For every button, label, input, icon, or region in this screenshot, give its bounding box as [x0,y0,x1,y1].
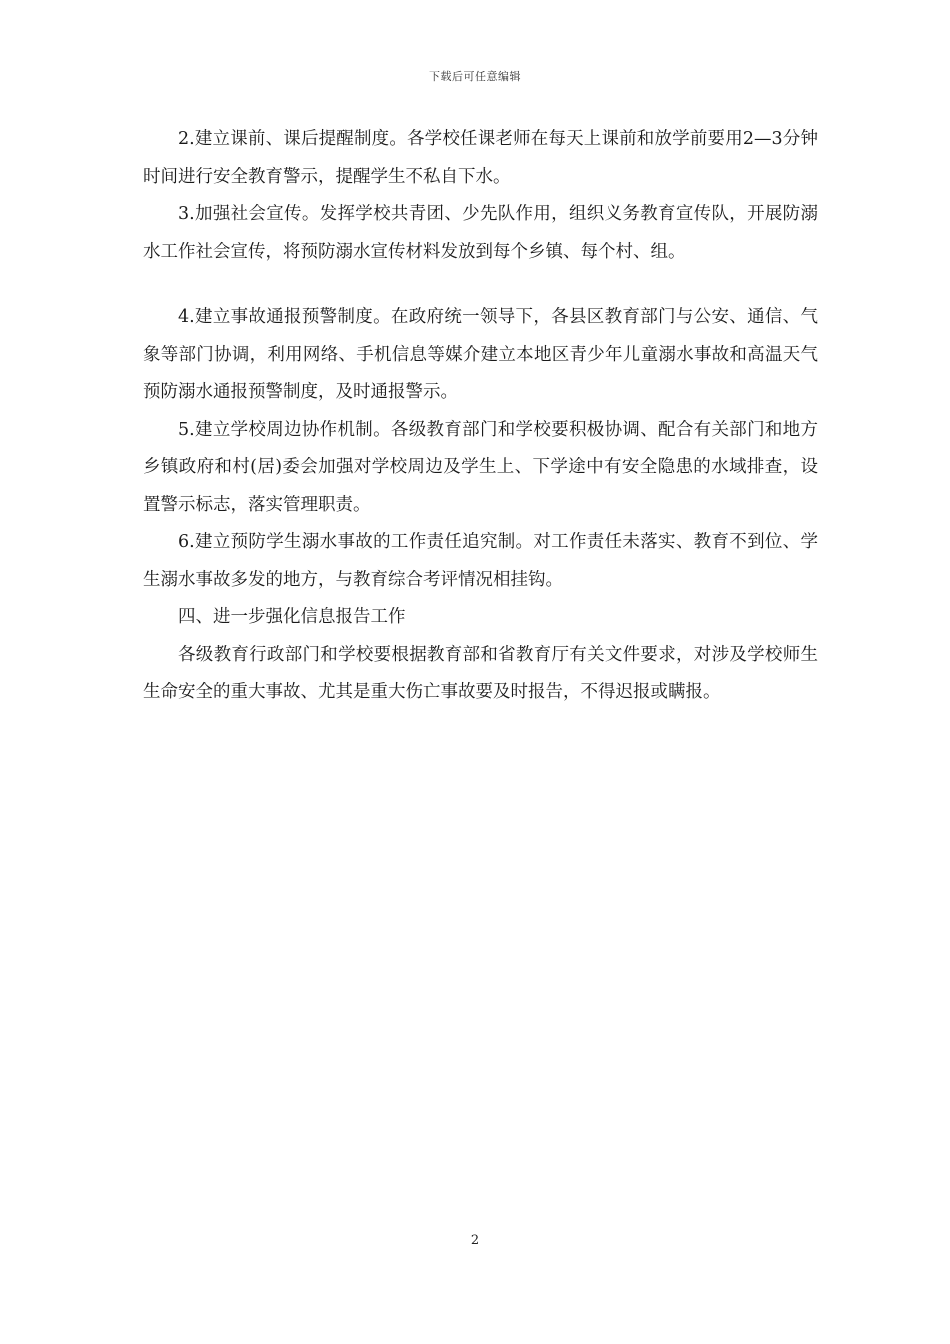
paragraph-reminder-system: 2.建立课前、课后提醒制度。各学校任课老师在每天上课前和放学前要用2—3分钟时间进行安全教育警示，提醒学生不私自下水。 [143,129,818,187]
header-note: 下载后可任意编辑 [429,70,521,83]
section-heading-info-reporting: 四、进一步强化信息报告工作 [178,607,406,627]
paragraph-cooperation-mechanism: 5.建立学校周边协作机制。各级教育部门和学校要积极协调、配合有关部门和地方乡镇政府和村(居)委会加强对学校周边及学生上、下学途中有安全隐患的水域排查，设置警示标志，落实管理职责。 [143,419,818,515]
paragraph-social-publicity: 3.加强社会宣传。发挥学校共青团、少先队作用，组织义务教育宣传队，开展防溺水工作社会宣传，将预防溺水宣传材料发放到每个乡镇、每个村、组。 [143,204,818,262]
paragraph-accountability: 6.建立预防学生溺水事故的工作责任追究制。对工作责任未落实、教育不到位、学生溺水事故多发的地方，与教育综合考评情况相挂钩。 [143,532,818,590]
document-body [143,121,818,712]
paragraph-accident-warning: 4.建立事故通报预警制度。在政府统一领导下，各县区教育部门与公安、通信、气象等部门协调，利用网络、手机信息等媒介建立本地区青少年儿童溺水事故和高温天气预防溺水通报预警制度，及时通报警示。 [143,307,818,402]
paragraph-info-reporting: 各级教育行政部门和学校要根据教育部和省教育厅有关文件要求，对涉及学校师生生命安全的重大事故、尤其是重大伤亡事故要及时报告，不得迟报或瞒报。 [143,644,818,702]
page-number: 2 [470,1233,480,1248]
paragraph-gap [143,271,818,299]
